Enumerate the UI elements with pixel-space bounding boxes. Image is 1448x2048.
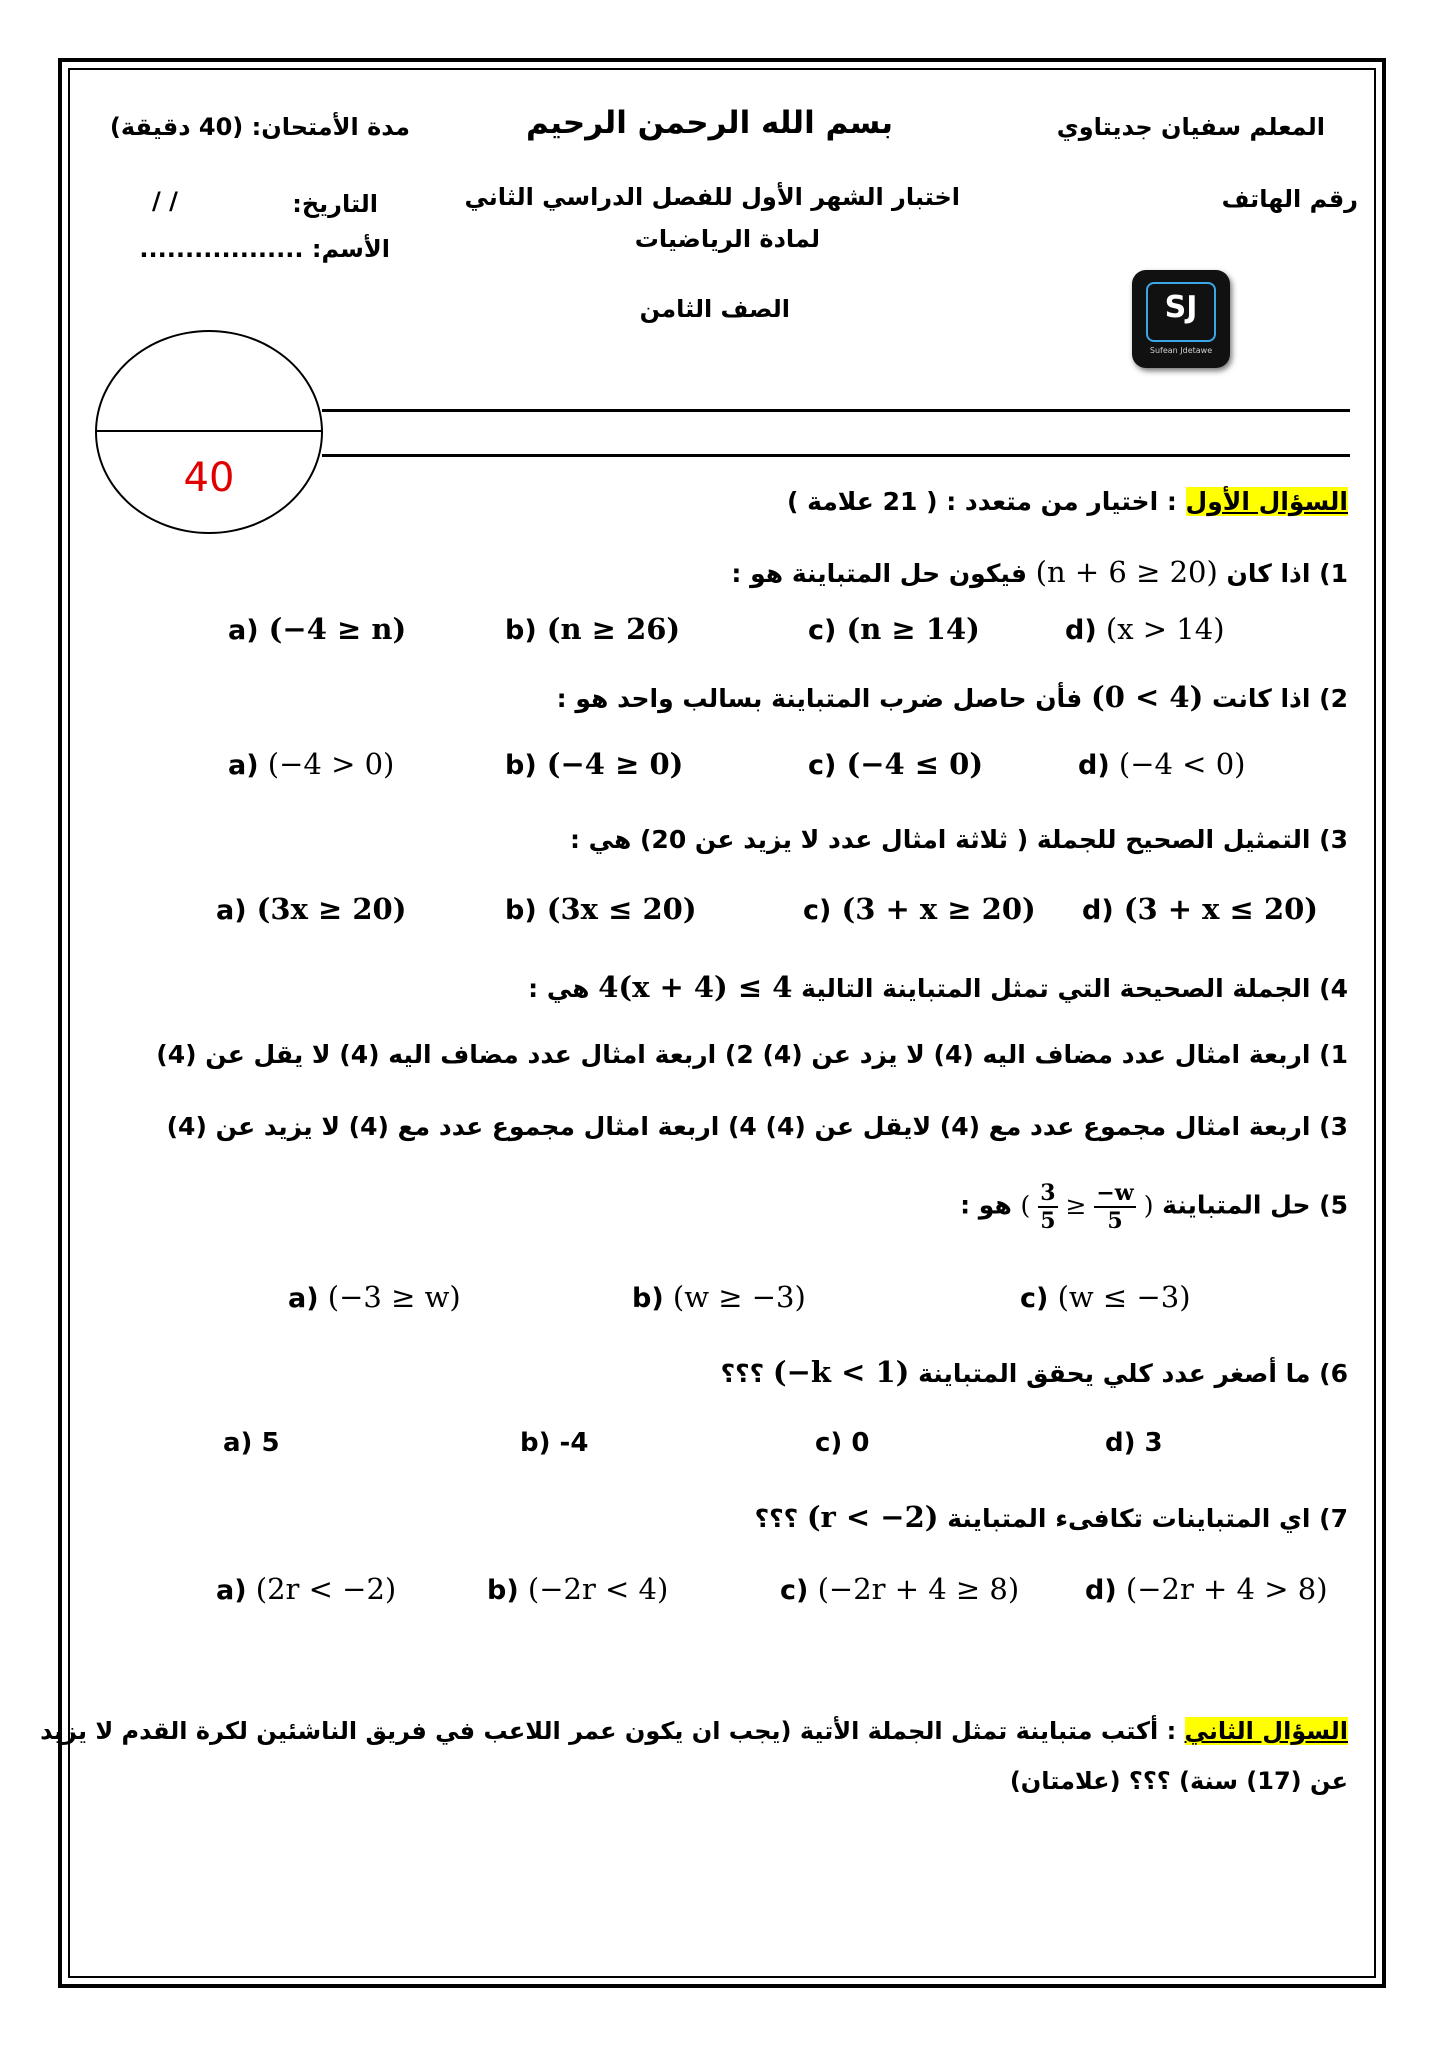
q1-item-6-option-c[interactable]: c) 0 — [815, 1428, 870, 1458]
q1-item-1-option-d[interactable] — [1065, 612, 1225, 646]
q1-item-1-post: فيكون حل المتباينة هو : — [731, 559, 1036, 588]
option-value: (−4 > 0) — [267, 747, 395, 781]
q1-item-3-option-a[interactable] — [216, 892, 406, 926]
fraction-right-denominator: 5 — [1107, 1208, 1123, 1234]
q1-item-4-math: 4(x + 4) ≤ 4 — [598, 970, 793, 1004]
q1-item-2-option-c[interactable] — [808, 747, 983, 781]
q2-text-1: : أكتب متباينة تمثل الجملة الأتية (يجب ان يكون عمر اللاعب في فريق الناشئين لكرة القدم لا يزيد — [40, 1717, 1185, 1745]
fraction-left-numerator: 3 — [1040, 1180, 1056, 1206]
option-value: (3 + x ≥ 20) — [841, 892, 1036, 926]
inequality-operator: ≥ — [1057, 1190, 1095, 1220]
option-value: (−4 ≥ n) — [268, 612, 407, 646]
option-value: (−3 ≥ w) — [327, 1280, 461, 1314]
q1-item-2-pre: 2) اذا كانت — [1203, 684, 1348, 713]
exam-title: اختبار الشهر الأول للفصل الدراسي الثاني — [464, 183, 960, 211]
option-label: a) — [216, 1575, 247, 1606]
q1-item-4 — [528, 970, 1348, 1004]
option-value: (3x ≤ 20) — [546, 892, 697, 926]
q1-item-7-math: (r < −2) — [806, 1500, 939, 1534]
option-label: c) — [1020, 1283, 1049, 1314]
q1-item-5-option-a[interactable] — [288, 1280, 461, 1314]
q1-item-6 — [721, 1355, 1348, 1389]
q1-item-6-post: ؟؟؟ — [720, 1359, 773, 1388]
fraction-left — [1038, 1180, 1057, 1234]
option-value: (x > 14) — [1105, 612, 1225, 646]
q1-item-7-pre: 7) اي المتباينات تكافىء المتباينة — [938, 1504, 1348, 1533]
q1-item-7-option-d[interactable] — [1085, 1572, 1328, 1606]
q1-item-7-post: ؟؟؟ — [754, 1504, 807, 1533]
teacher-name: المعلم سفيان جديتاوي — [1056, 113, 1325, 141]
option-value: (w ≤ −3) — [1057, 1280, 1191, 1314]
logo-monogram: SJ — [1164, 290, 1198, 325]
q1-item-6-pre: 6) ما أصغر عدد كلي يحقق المتباينة — [909, 1359, 1348, 1388]
option-label: d) — [1065, 615, 1097, 646]
option-label: a) — [228, 750, 259, 781]
q1-item-2-option-b[interactable] — [505, 747, 683, 781]
q2-line-2: عن (17) سنة) ؟؟؟ (علامتان) — [1009, 1767, 1348, 1795]
q1-item-6-option-b[interactable]: b) -4 — [520, 1428, 589, 1458]
q1-item-6-math: (−k < 1) — [772, 1355, 910, 1389]
q2-title: السؤال الثاني — [1184, 1717, 1348, 1745]
score-circle — [95, 330, 323, 534]
option-value: (3 + x ≤ 20) — [1123, 892, 1319, 926]
q1-item-1-option-c[interactable] — [808, 612, 980, 646]
option-value: (n ≥ 14) — [846, 612, 980, 646]
q1-item-7-option-a[interactable] — [216, 1572, 396, 1606]
q1-item-5-post: هو : — [960, 1190, 1021, 1220]
q1-title: السؤال الأول — [1185, 487, 1348, 516]
q1-item-3-option-c[interactable] — [803, 892, 1036, 926]
option-label: c) — [803, 895, 832, 926]
option-value: (−4 ≥ 0) — [546, 747, 684, 781]
q1-item-1-option-a[interactable] — [228, 612, 406, 646]
header-divider-bottom — [322, 454, 1350, 457]
option-value: (2r < −2) — [255, 1572, 397, 1606]
q1-item-2 — [557, 680, 1348, 714]
duration-label: مدة الأمتحان: — [243, 113, 410, 141]
q1-item-5 — [960, 1180, 1348, 1234]
q1-item-5-option-b[interactable] — [632, 1280, 806, 1314]
total-score: 40 — [183, 455, 235, 501]
exam-duration — [110, 113, 410, 141]
option-label: d) — [1082, 895, 1114, 926]
option-value: (w ≥ −3) — [672, 1280, 806, 1314]
q1-item-4-choices-row-1[interactable]: 1) اربعة امثال عدد مضاف اليه (4) لا يزد عن (4) 2) اربعة امثال عدد مضاف اليه (4) لا يقل عن (4) — [156, 1040, 1348, 1069]
q1-heading — [787, 487, 1348, 516]
q1-item-1-option-b[interactable] — [505, 612, 680, 646]
option-label: a) — [216, 895, 247, 926]
q1-item-6-option-a[interactable]: a) 5 — [223, 1428, 280, 1458]
option-label: d) — [1085, 1575, 1117, 1606]
q1-item-5-pre: 5) حل المتباينة — [1153, 1190, 1348, 1220]
option-value: (−2r + 4 ≥ 8) — [817, 1572, 1020, 1606]
q1-item-3: 3) التمثيل الصحيح للجملة ( ثلاثة امثال عدد لا يزيد عن 20) هي : — [569, 825, 1348, 854]
option-value: (−2r + 4 > 8) — [1125, 1572, 1328, 1606]
q1-item-5-inequality: ( $\frac{3}{5}$ ≥ $\frac{-w}{5}$ ) — [1020, 1180, 1154, 1234]
option-label: b) — [505, 895, 537, 926]
date-field[interactable]: / / — [152, 187, 178, 215]
q1-item-4-choices-row-2[interactable]: 3) اربعة امثال مجموع عدد مع (4) لايقل عن (4) 4) اربعة امثال مجموع عدد مع (4) لا يزيد عن (4) — [166, 1112, 1348, 1141]
subject: لمادة الرياضيات — [634, 225, 820, 253]
teacher-logo — [1132, 270, 1230, 368]
option-value: (n ≥ 26) — [546, 612, 681, 646]
option-value: (−4 < 0) — [1118, 747, 1246, 781]
option-label: b) — [487, 1575, 519, 1606]
option-label: d) — [1078, 750, 1110, 781]
fraction-right-numerator: −w — [1096, 1180, 1134, 1206]
q1-item-4-post: هي : — [528, 974, 599, 1003]
q1-item-5-option-c[interactable] — [1020, 1280, 1191, 1314]
q1-item-6-option-d[interactable]: d) 3 — [1105, 1428, 1163, 1458]
q1-item-2-post: فأن حاصل ضرب المتباينة بسالب واحد هو : — [556, 684, 1091, 713]
q1-item-2-math: (0 < 4) — [1091, 680, 1204, 714]
option-label: c) — [808, 750, 837, 781]
logo-caption: Sufean Jdetawe — [1149, 346, 1213, 355]
q1-item-7-option-c[interactable] — [780, 1572, 1019, 1606]
score-circle-divider — [97, 430, 321, 432]
q1-item-1-pre: 1) اذا كان — [1217, 559, 1348, 588]
grade: الصف الثامن — [639, 295, 790, 323]
q1-item-3-option-b[interactable] — [505, 892, 697, 926]
option-label: b) — [505, 615, 537, 646]
header-divider-top — [322, 409, 1350, 412]
option-label: a) — [288, 1283, 319, 1314]
phone-label: رقم الهاتف — [1221, 185, 1358, 213]
q1-item-1-math: (n + 6 ≥ 20) — [1035, 555, 1218, 589]
option-label: c) — [780, 1575, 809, 1606]
option-label: a) — [228, 615, 259, 646]
option-value: (−4 ≤ 0) — [846, 747, 984, 781]
name-field[interactable]: الأسم: .................. — [139, 235, 390, 263]
q1-item-7-option-b[interactable] — [487, 1572, 668, 1606]
option-value: (−2r < 4) — [527, 1572, 669, 1606]
q1-item-4-pre: 4) الجملة الصحيحة التي تمثل المتباينة التالية — [792, 974, 1348, 1003]
option-value: (3x ≥ 20) — [256, 892, 407, 926]
date-label: التاريخ: — [292, 190, 378, 218]
fraction-right — [1094, 1180, 1135, 1234]
q1-item-7 — [755, 1500, 1348, 1534]
q1-intro: : اختيار من متعدد : ( 21 علامة ) — [787, 487, 1186, 516]
q1-item-2-option-d[interactable] — [1078, 747, 1245, 781]
q1-item-3-option-d[interactable] — [1082, 892, 1318, 926]
option-label: c) — [808, 615, 837, 646]
fraction-left-denominator: 5 — [1040, 1208, 1056, 1234]
q2-line-1 — [40, 1717, 1348, 1745]
option-label: b) — [505, 750, 537, 781]
q1-item-1 — [731, 555, 1348, 589]
option-label: b) — [632, 1283, 664, 1314]
q1-item-2-option-a[interactable] — [228, 747, 394, 781]
basmala: بسم الله الرحمن الرحيم — [525, 105, 893, 141]
duration-value: (40 دقيقة) — [109, 113, 244, 141]
